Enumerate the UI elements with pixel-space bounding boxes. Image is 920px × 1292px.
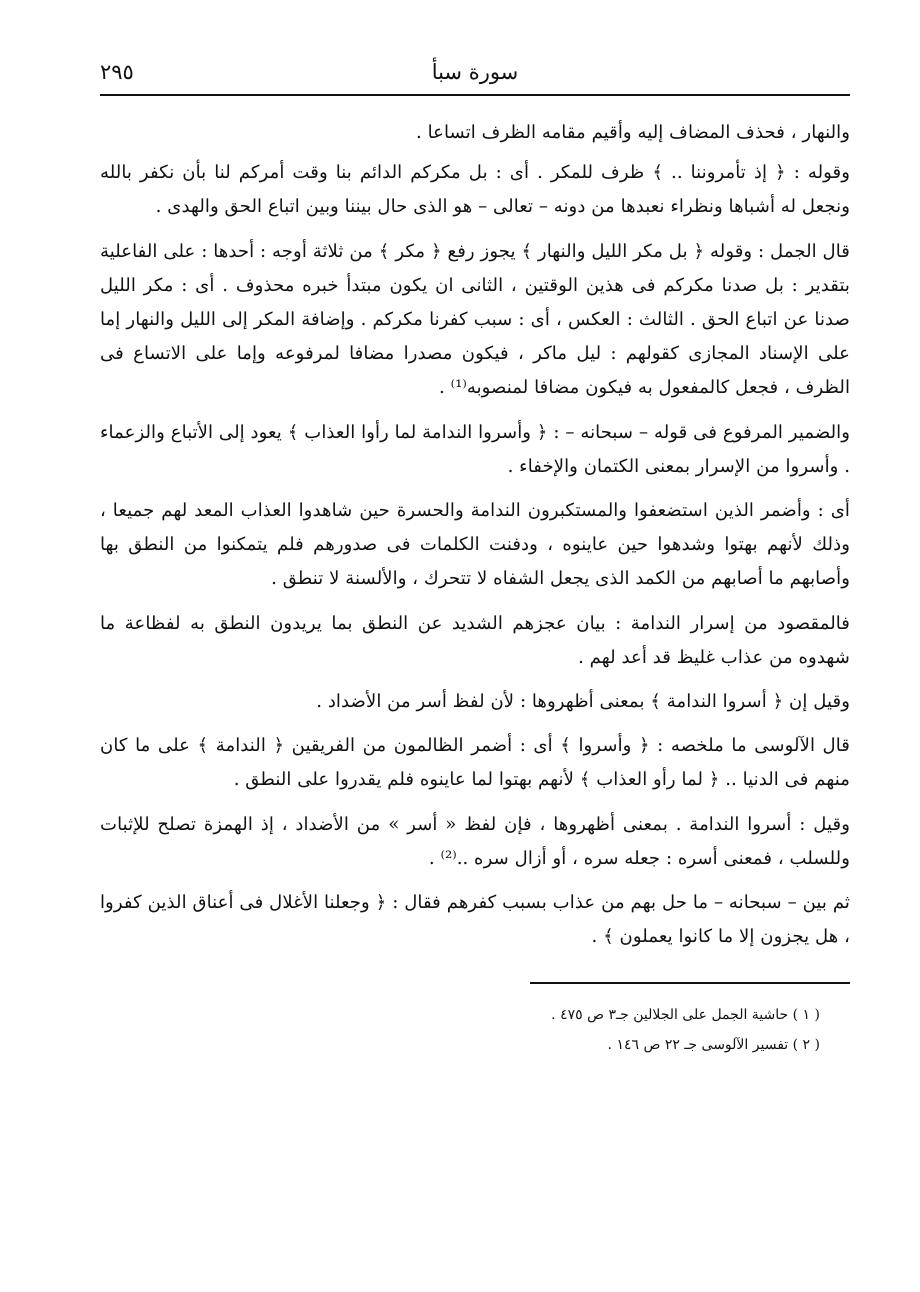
footnote-divider	[530, 982, 850, 984]
paragraph: ثم بين – سبحانه – ما حل بهم من عذاب بسبب كفرهم فقال : ﴿ وجعلنا الأغلال فى أعناق الذين كفروا ، هل يجزون إلا ما كانوا يعملون ﴾ .	[100, 892, 850, 948]
paragraph: قال الجمل : وقوله ﴿ بل مكر الليل والنهار ﴾ يجوز رفع ﴿ مكر ﴾ من ثلاثة أوجه : أحدها : على الفاعلية بتقدير : بل صدنا مكركم فى هذين الوقتين ، الثانى ان يكون مبتدأ خبره محذوف . أى : مكر الليل صدنا عن اتباع الحق . الثالث : العكس ، أى : سبب كفرنا مكركم . وإضافة المكر إلى الليل والنهار إما على الإسناد المجازى كقولهم : ليل ماكر ، فيكون مصدرا مضافا لمرفوعه وإما على الاتساع فى الظرف ، فجعل كالمفعول به فيكون مضافا لمنصوبه⁽¹⁾ .	[100, 240, 850, 399]
footnote: ( ٢ ) تفسير الآلوسى جـ ٢٢ ص ١٤٦ .	[607, 1037, 820, 1054]
paragraph: والنهار ، فحذف المضاف إليه وأقيم مقامه الظرف اتساعا .	[416, 122, 850, 143]
paragraph: وقوله : ﴿ إذ تأمروننا .. ﴾ ظرف للمكر . أى : بل مكركم الدائم بنا وقت أمركم لنا بأن نكفر بالله ونجعل له أشباها ونظراء نعبدها من دونه – تعالى – هو الذى حال بيننا وبين اتباع الحق والهدى .	[100, 162, 850, 218]
page-header	[100, 54, 850, 96]
paragraph: وقيل إن ﴿ أسروا الندامة ﴾ بمعنى أظهروها : لأن لفظ أسر من الأضداد .	[316, 691, 850, 713]
paragraph: قال الآلوسى ما ملخصه : ﴿ وأسروا ﴾ أى : أضمر الظالمون من الفريقين ﴿ الندامة ﴾ على ما كان منهم فى الدنيا .. ﴿ لما رأو العذاب ﴾ لأنهم بهتوا لما عاينوه فلم يقدروا على النطق .	[100, 735, 850, 791]
footnote: ( ١ ) حاشية الجمل على الجلالين جـ٣ ص ٤٧٥ .	[551, 1007, 820, 1024]
footnotes	[100, 1000, 850, 1060]
paragraph: وقيل : أسروا الندامة . بمعنى أظهروها ، فإن لفظ « أسر » من الأضداد ، إذ الهمزة تصلح للإثبات وللسلب ، فمعنى أسره : جعله سره ، أو أزال سره ..⁽²⁾ .	[100, 813, 850, 869]
paragraph: فالمقصود من إسرار الندامة : بيان عجزهم الشديد عن النطق بما يريدون النطق به لفظاعة ما شهدوه من عذاب غليظ قد أعد لهم .	[100, 612, 850, 668]
surah-title: سورة سبأ	[431, 60, 519, 84]
main-text	[100, 116, 850, 954]
paragraph: والضمير المرفوع فى قوله – سبحانه – : ﴿ وأسروا الندامة لما رأوا العذاب ﴾ يعود إلى الأتباع والزعماء . وأسروا من الإسرار بمعنى الكتمان والإخفاء .	[100, 421, 850, 477]
page-number: ٢٩٥	[100, 60, 134, 84]
book-page	[100, 54, 850, 1060]
paragraph: أى : وأضمر الذين استضعفوا والمستكبرون الندامة والحسرة حين شاهدوا العذاب المعد لهم جميعا ، وذلك لأنهم بهتوا وشدهوا حين عاينوه ، ودفنت الكلمات فى صدورهم فلم يتمكنوا من النطق بها وأصابهم ما أصابهم من الكمد الذى يجعل الشفاه لا تتحرك ، والألسنة لا تنطق .	[100, 500, 850, 590]
